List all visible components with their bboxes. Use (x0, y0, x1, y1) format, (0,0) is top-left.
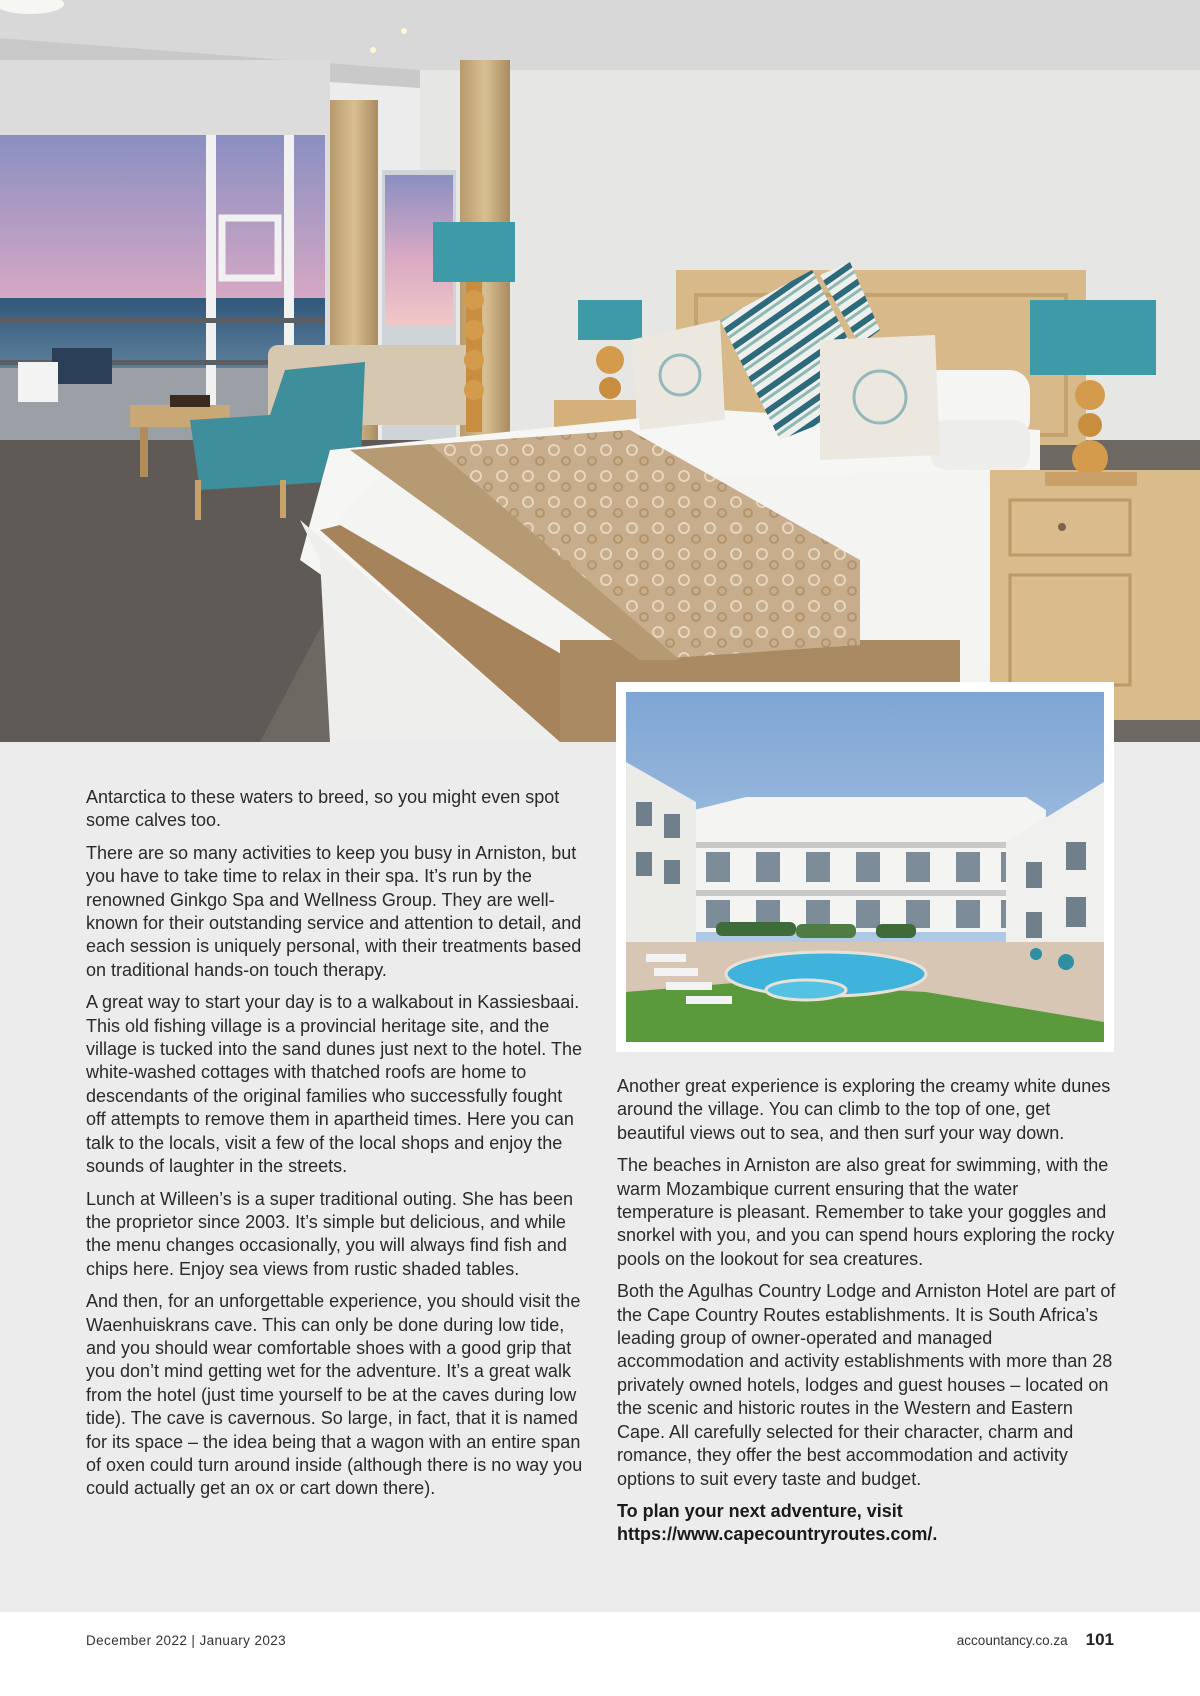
article-paragraph: And then, for an unforgettable experience, you should visit the Waenhuiskrans cave. This can only be done during low tide, and you should wear comfortable shoes with a good grip that you don’t mind getting wet for the adventure. It’s a great walk from the hotel (just time yourself to be at the caves during low tide). The cave is cavernous. So large, in fact, that it is named for its space – the idea being that a wagon with an entire span of oxen could turn around inside (although there is no way you could actually get an ox or cart down there). (86, 1291, 583, 1499)
footer-issue-date: December 2022 | January 2023 (86, 1633, 287, 1648)
call-to-action: To plan your next adventure, visit https://www.capecountryroutes.com/. (617, 1500, 938, 1545)
article-column-right (617, 1075, 1117, 1556)
article-paragraph: Another great experience is exploring the creamy white dunes around the village. You can climb to the top of one, get beautiful views out to sea, and then surf your way down. (617, 1076, 1111, 1143)
article-paragraph: Both the Agulhas Country Lodge and Arniston Hotel are part of the Cape Country Routes establishments. It is South Africa’s leading group of owner-operated and managed accommodation and activity establishments with more than 28 privately owned hotels, lodges and guest houses – located on the scenic and historic routes in the Western and Eastern Cape. All carefully selected for their character, charm and romance, they offer the best accommodation and activity options to suit every taste and budget. (617, 1281, 1116, 1489)
footer-right (957, 1630, 1114, 1650)
article-paragraph: The beaches in Arniston are also great for swimming, with the warm Mozambique current ensuring that the water temperature is pleasant. Remember to take your goggles and snorkel with you, and you can spend hours exploring the rocky pools on the lookout for sea creatures. (617, 1155, 1115, 1269)
article-paragraph: There are so many activities to keep you busy in Arniston, but you have to take time to relax in their spa. It’s run by the renowned Ginkgo Spa and Wellness Group. They are well-known for their outstanding service and attention to detail, and each session is uniquely personal, with their treatments based on traditional hands-on touch therapy. (86, 842, 582, 980)
footer-website: accountancy.co.za (956, 1633, 1068, 1648)
article-paragraph: Lunch at Willeen’s is a super traditional outing. She has been the proprietor since 2003. It’s simple but delicious, and while the menu changes occasionally, you will always find fish and chips here. Enjoy sea views from rustic shaded tables. (86, 1188, 573, 1279)
hotel-exterior-photo (616, 682, 1114, 1052)
article-column-left (86, 786, 586, 1510)
hotel-bedroom-photo (0, 0, 1200, 742)
page-number: 101 (1085, 1630, 1114, 1649)
article-paragraph: A great way to start your day is to a walkabout in Kassiesbaai. This old fishing village is a provincial heritage site, and the village is tucked into the sand dunes just next to the hotel. The white-washed cottages with thatched roofs are home to descendants of the original families who successfully fought off attempts to remove them in apartheid times. Here you can talk to the locals, visit a few of the local shops and enjoy the sounds of laughter in the streets. (86, 992, 582, 1177)
article-paragraph: Antarctica to these waters to breed, so you might even spot some calves too. (86, 787, 560, 831)
